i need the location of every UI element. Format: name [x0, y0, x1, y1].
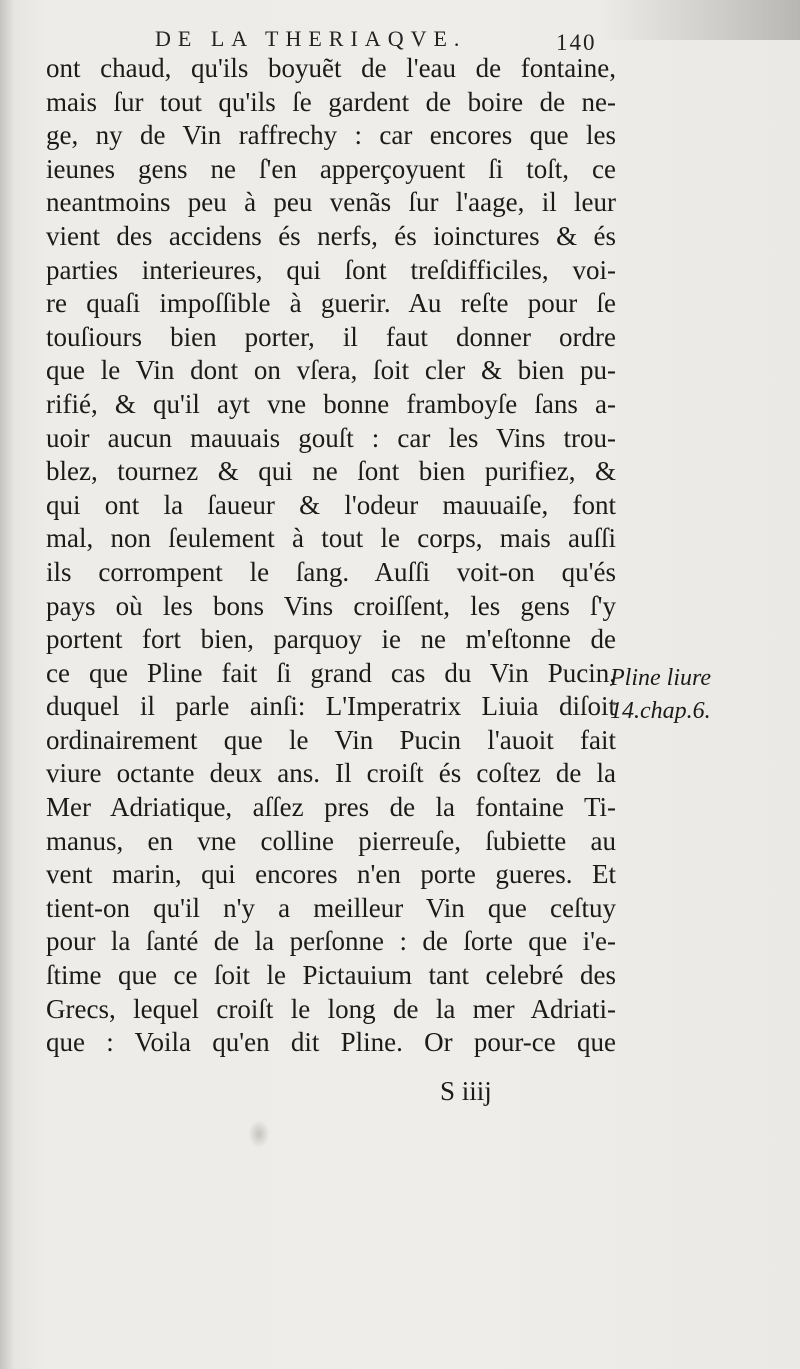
text-line: rifié, & qu'il ayt vne bonne framboyſe ſans a- [46, 388, 616, 419]
text-line: duquel il parle ainſi: L'Imperatrix Liuia diſoit [46, 691, 616, 722]
text-line: portent fort bien, parquoy ie ne m'eſtonne de [46, 624, 616, 655]
page-number: 140 [556, 30, 597, 55]
signature-mark: S iiij [440, 1076, 492, 1106]
text-line: mal, non ſeulement à tout le corps, mais auſſi [46, 523, 616, 554]
text-line: touſiours bien porter, il faut donner ordre [46, 321, 616, 352]
marginal-note-line-2: 14.chap.6. [610, 698, 711, 724]
text-line: Grecs, lequel croiſt le long de la mer Adriati- [46, 993, 616, 1024]
text-line: ieunes gens ne ſ'en apperçoyuent ſi toſt, ce [46, 153, 616, 184]
text-line: mais ſur tout qu'ils ſe gardent de boire de ne- [46, 86, 616, 117]
text-line: blez, tournez & qui ne ſont bien purifiez, & [46, 456, 616, 487]
text-line: ont chaud, qu'ils boyuẽt de l'eau de fontaine, [46, 53, 616, 83]
text-line: ils corrompent le ſang. Auſſi voit-on qu'és [46, 556, 616, 587]
body-text [46, 52, 616, 1060]
text-line: neantmoins peu à peu venãs ſur l'aage, il leur [46, 187, 616, 218]
text-line: ordinairement que le Vin Pucin l'auoit fait [46, 724, 616, 755]
page-gutter-shadow [0, 0, 14, 1369]
text-line: vient des accidens és nerfs, és ioinctures & és [46, 220, 616, 251]
ink-smudge [248, 1120, 270, 1148]
text-line: que le Vin dont on vſera, ſoit cler & bien pu- [46, 355, 616, 386]
text-line: uoir aucun mauuais gouſt : car les Vins trou- [46, 422, 616, 453]
text-line: vent marin, qui encores n'en porte gueres. Et [46, 859, 616, 890]
text-line: pour la ſanté de la perſonne : de ſorte que i'e- [46, 926, 616, 957]
text-line: que : Voila qu'en dit Pline. Or pour-ce que [46, 1027, 616, 1058]
marginal-note-line-1: Pline liure [610, 665, 712, 691]
text-line: tient-on qu'il n'y a meilleur Vin que ceſtuy [46, 892, 616, 923]
text-line: parties interieures, qui ſont treſdifficiles, voi- [46, 254, 616, 285]
text-line: re quaſi impoſſible à guerir. Au reſte pour ſe [46, 288, 616, 319]
text-line: ce que Pline fait ſi grand cas du Vin Pucin, [46, 657, 616, 688]
text-line: Mer Adriatique, aſſez pres de la fontaine Ti- [46, 792, 616, 823]
page-corner-shadow [600, 0, 800, 40]
text-line: pays où les bons Vins croiſſent, les gens ſ'y [46, 590, 616, 621]
text-line: ſtime que ce ſoit le Pictauium tant celebré des [46, 960, 616, 991]
text-line: viure octante deux ans. Il croiſt és coſtez de la [46, 758, 616, 789]
text-line: ge, ny de Vin raffrechy : car encores que les [46, 120, 616, 151]
text-line: qui ont la ſaueur & l'odeur mauuaiſe, font [46, 489, 616, 520]
text-line: manus, en vne colline pierreuſe, ſubiette au [46, 825, 616, 856]
running-head: DE LA THERIAQVE. [155, 26, 467, 51]
